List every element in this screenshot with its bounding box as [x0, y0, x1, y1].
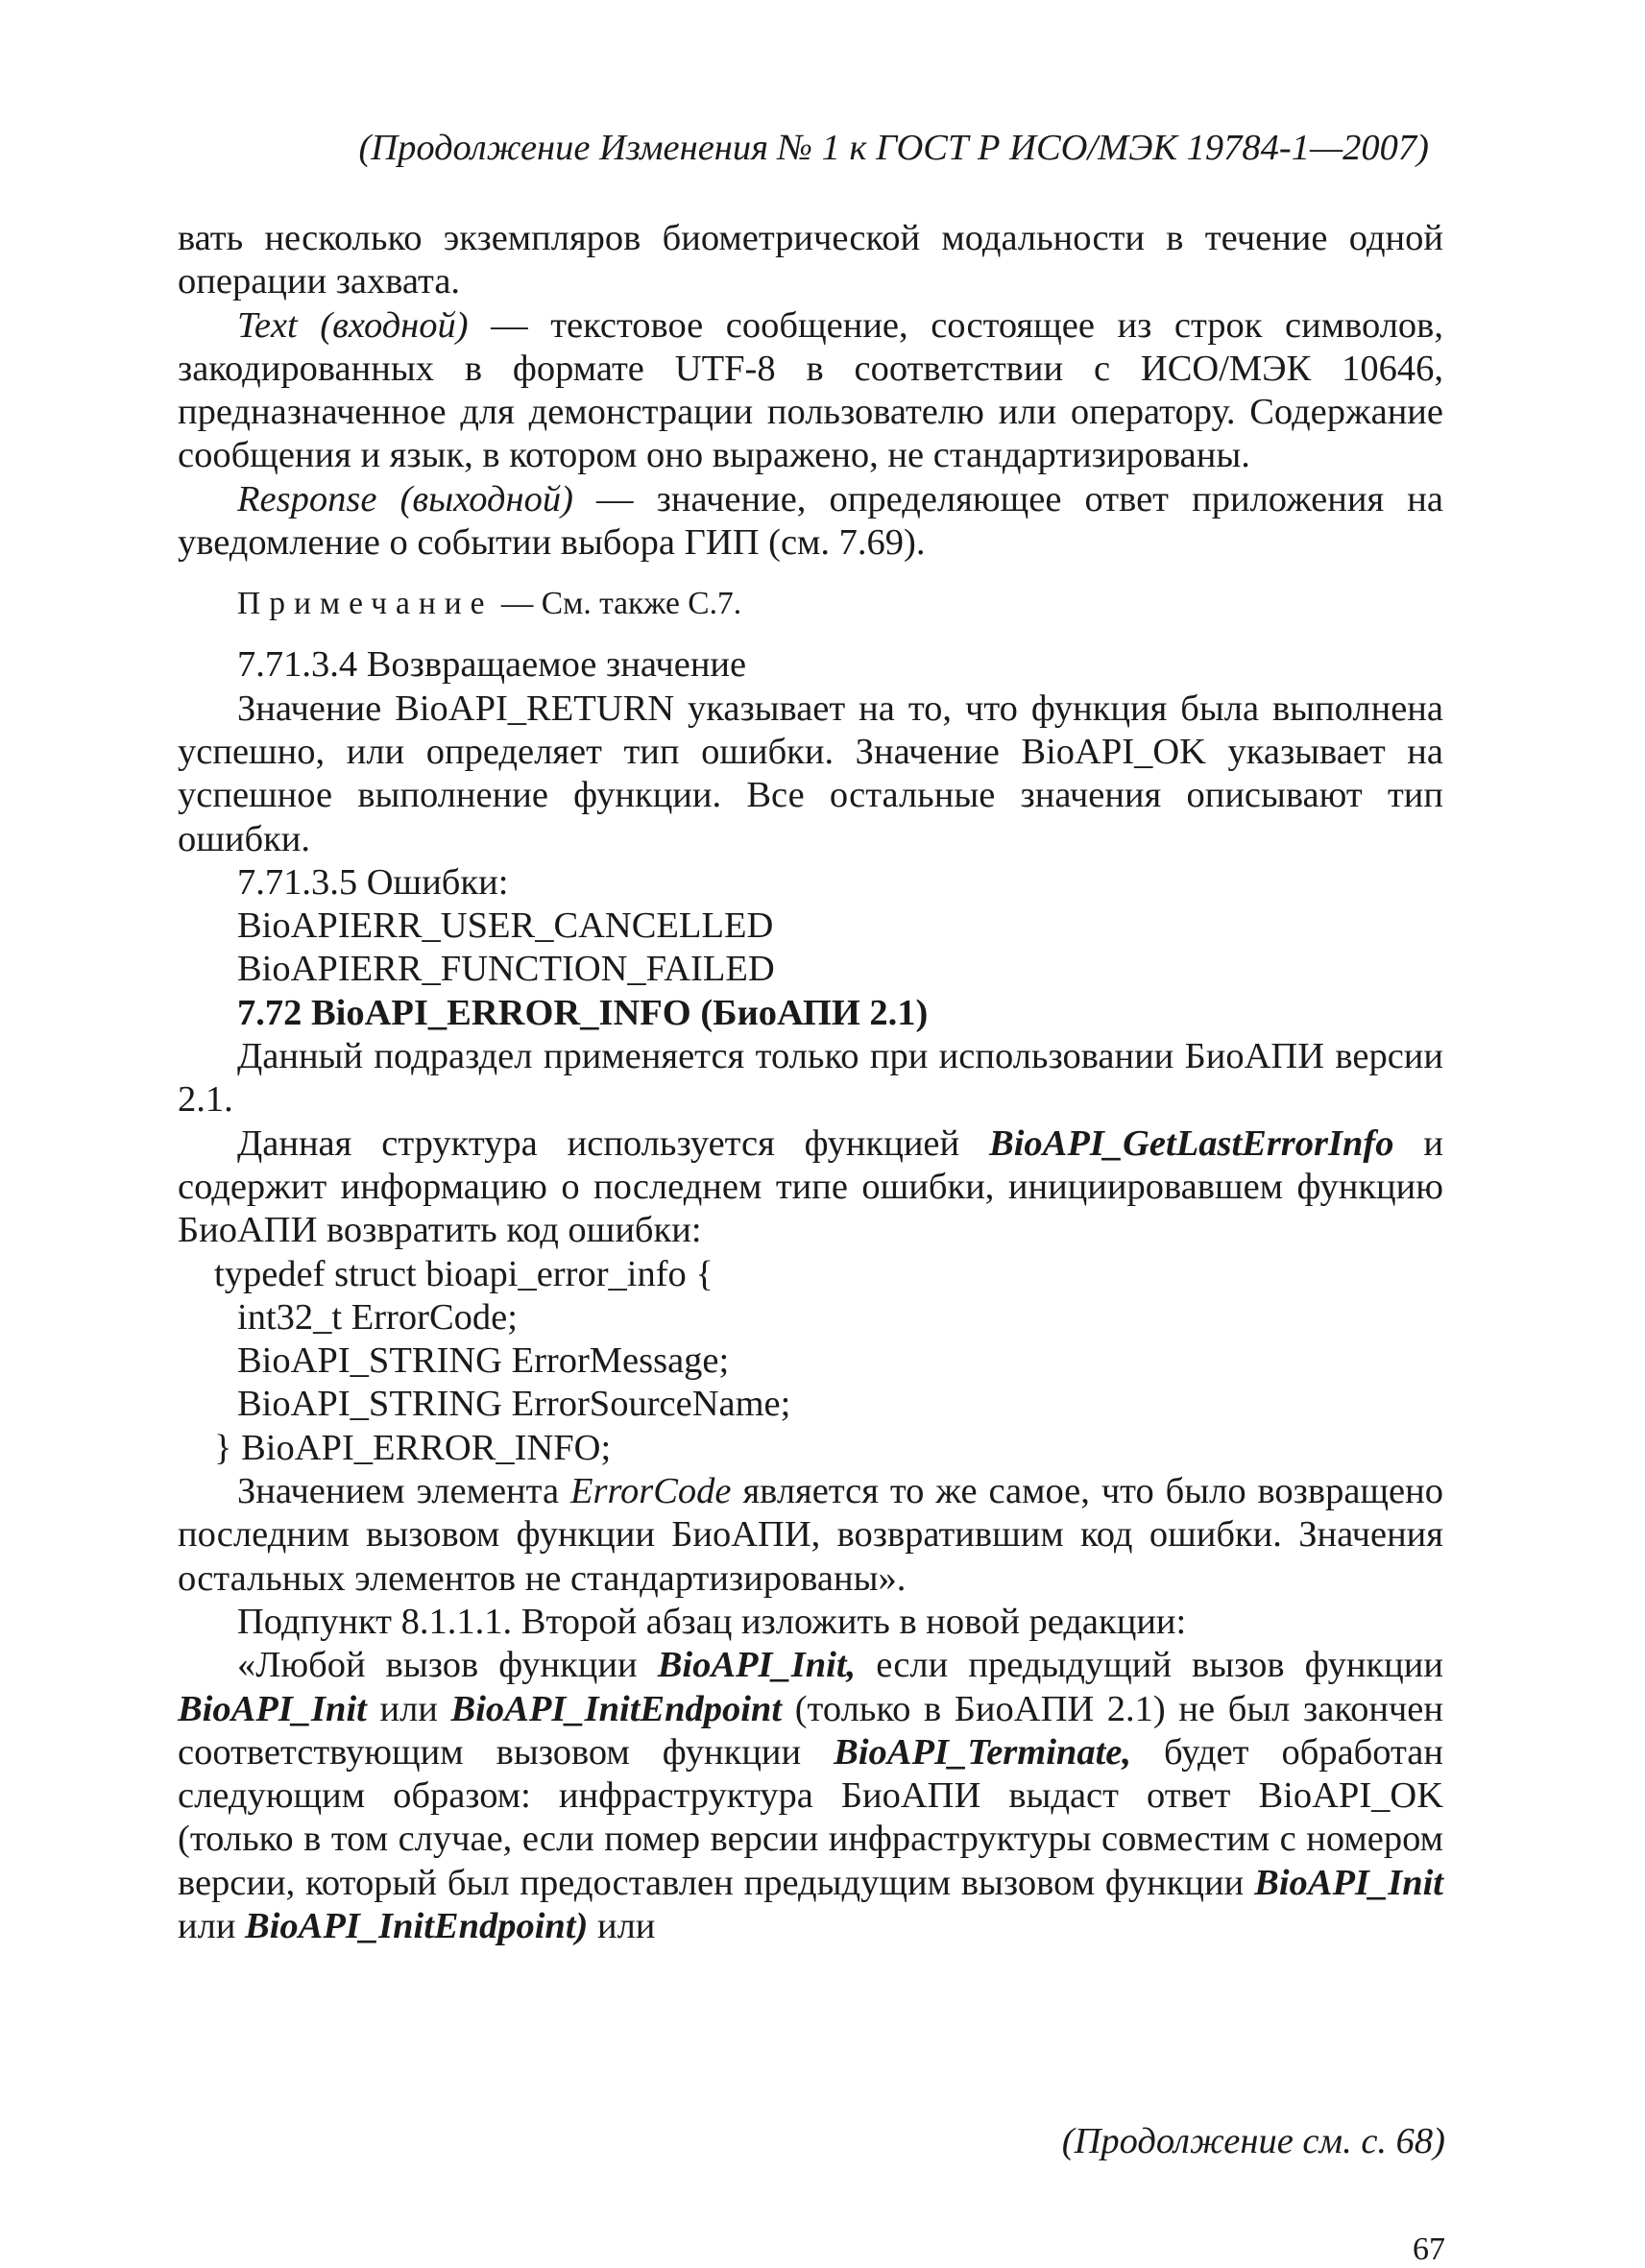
function-name-terminate: BioAPI_Terminate,	[834, 1731, 1131, 1773]
paragraph-return-value: Значение BioAPI_RETURN указывает на то, что функция была выполнена успешно, или определяет тип ошибки. Значение BioAPI_OK указывает на успешное выполнение функции. Все остальные значения описывают тип ошибки.	[178, 688, 1443, 859]
errorcode-text-pre: Значением элемента	[237, 1471, 570, 1512]
final-text-7: или	[588, 1905, 656, 1946]
term-text: Text (входной)	[237, 304, 469, 346]
function-name-initendpoint-2: BioAPI_InitEndpoint)	[245, 1905, 589, 1946]
paragraph-continuation: вать несколько экземпляров биометрической модальности в течение одной операции захвата.	[178, 218, 1443, 302]
paragraph-structure	[178, 1122, 1443, 1253]
error-code-1: BioAPIERR_USER_CANCELLED	[237, 905, 774, 947]
page-header: (Продолжение Изменения № 1 к ГОСТ Р ИСО/МЭК 19784-1—2007)	[358, 128, 1429, 168]
function-name-init-3: BioAPI_Init	[1254, 1862, 1443, 1903]
code-line-3: BioAPI_STRING ErrorMessage;	[237, 1340, 730, 1382]
final-text-4: (только в БиоАПИ 2.1) не был закончен соответствующим вызовом функции	[178, 1688, 1443, 1773]
final-text-1: «Любой вызов функции	[237, 1645, 658, 1686]
paragraph-response-term	[178, 478, 1443, 566]
term-response-description: — значение, определяющее ответ приложения на уведомление о событии выбора ГИП (см. 7.69).	[178, 478, 1443, 564]
term-response: Response (выходной)	[237, 478, 573, 519]
note-label: Примечание	[237, 586, 494, 622]
section-7-71-3-4: 7.71.3.4 Возвращаемое значение	[237, 644, 747, 686]
paragraph-errorcode	[178, 1470, 1443, 1601]
page-number: 67	[1413, 2232, 1445, 2267]
section-7-71-3-5: 7.71.3.5 Ошибки:	[237, 861, 509, 903]
final-text-3: или	[366, 1688, 451, 1729]
paragraph-subsection-scope: Данный подраздел применяется только при использовании БиоАПИ версии 2.1.	[178, 1036, 1443, 1121]
note	[178, 584, 1443, 624]
error-code-2: BioAPIERR_FUNCTION_FAILED	[237, 949, 775, 990]
code-line-4: BioAPI_STRING ErrorSourceName;	[237, 1384, 791, 1425]
function-name-initendpoint-1: BioAPI_InitEndpoint	[450, 1688, 783, 1729]
paragraph-final	[178, 1644, 1443, 1948]
section-heading-7-72: 7.72 BioAPI_ERROR_INFO (БиоАПИ 2.1)	[237, 992, 929, 1033]
errorcode-text-post: является то же самое, что было возвращено последним вызовом функции БиоАПИ, возвратившим код ошибки. Значения остальных элементов не стандартизированы».	[178, 1471, 1443, 1599]
function-name-getlasterrorinfo: BioAPI_GetLastErrorInfo	[989, 1122, 1394, 1164]
structure-text-pre: Данная структура используется функцией	[237, 1122, 990, 1164]
function-name-init-1: BioAPI_Init,	[657, 1645, 857, 1686]
code-line-1: typedef struct bioapi_error_info {	[214, 1253, 714, 1294]
paragraph-text-term	[178, 304, 1443, 478]
page-body	[178, 217, 1443, 1948]
final-text-5: будет обработан следующим образом: инфраструктура БиоАПИ выдаст ответ BioAPI_OK (только в том случае, если помер версии инфраструктуры совместим с номером версии, который был предоставлен предыдущим вызовом функции	[178, 1731, 1443, 1903]
term-errorcode: ErrorCode	[569, 1471, 732, 1512]
paragraph-subpoint: Подпункт 8.1.1.1. Второй абзац изложить в новой редакции:	[237, 1601, 1187, 1642]
function-name-init-2: BioAPI_Init	[178, 1688, 367, 1729]
continuation-footer: (Продолжение см. с. 68)	[1061, 2121, 1445, 2161]
term-text-description: — текстовое сообщение, состоящее из строк символов, закодированных в формате UTF-8 в соответствии с ИСО/МЭК 10646, предназначенное для демонстрации пользователю или оператору. Содержание сообщения и язык, в котором оно выражено, не стандартизированы.	[178, 304, 1443, 476]
code-line-2: int32_t ErrorCode;	[237, 1296, 518, 1338]
final-text-6: или	[178, 1905, 246, 1946]
code-line-5: } BioAPI_ERROR_INFO;	[214, 1427, 612, 1468]
structure-text-post: и содержит информацию о последнем типе ошибки, инициировавшем функцию БиоАПИ возвратить код ошибки:	[178, 1122, 1443, 1251]
final-text-2: если предыдущий вызов функции	[856, 1645, 1443, 1686]
note-text: — См. также С.7.	[493, 586, 742, 622]
